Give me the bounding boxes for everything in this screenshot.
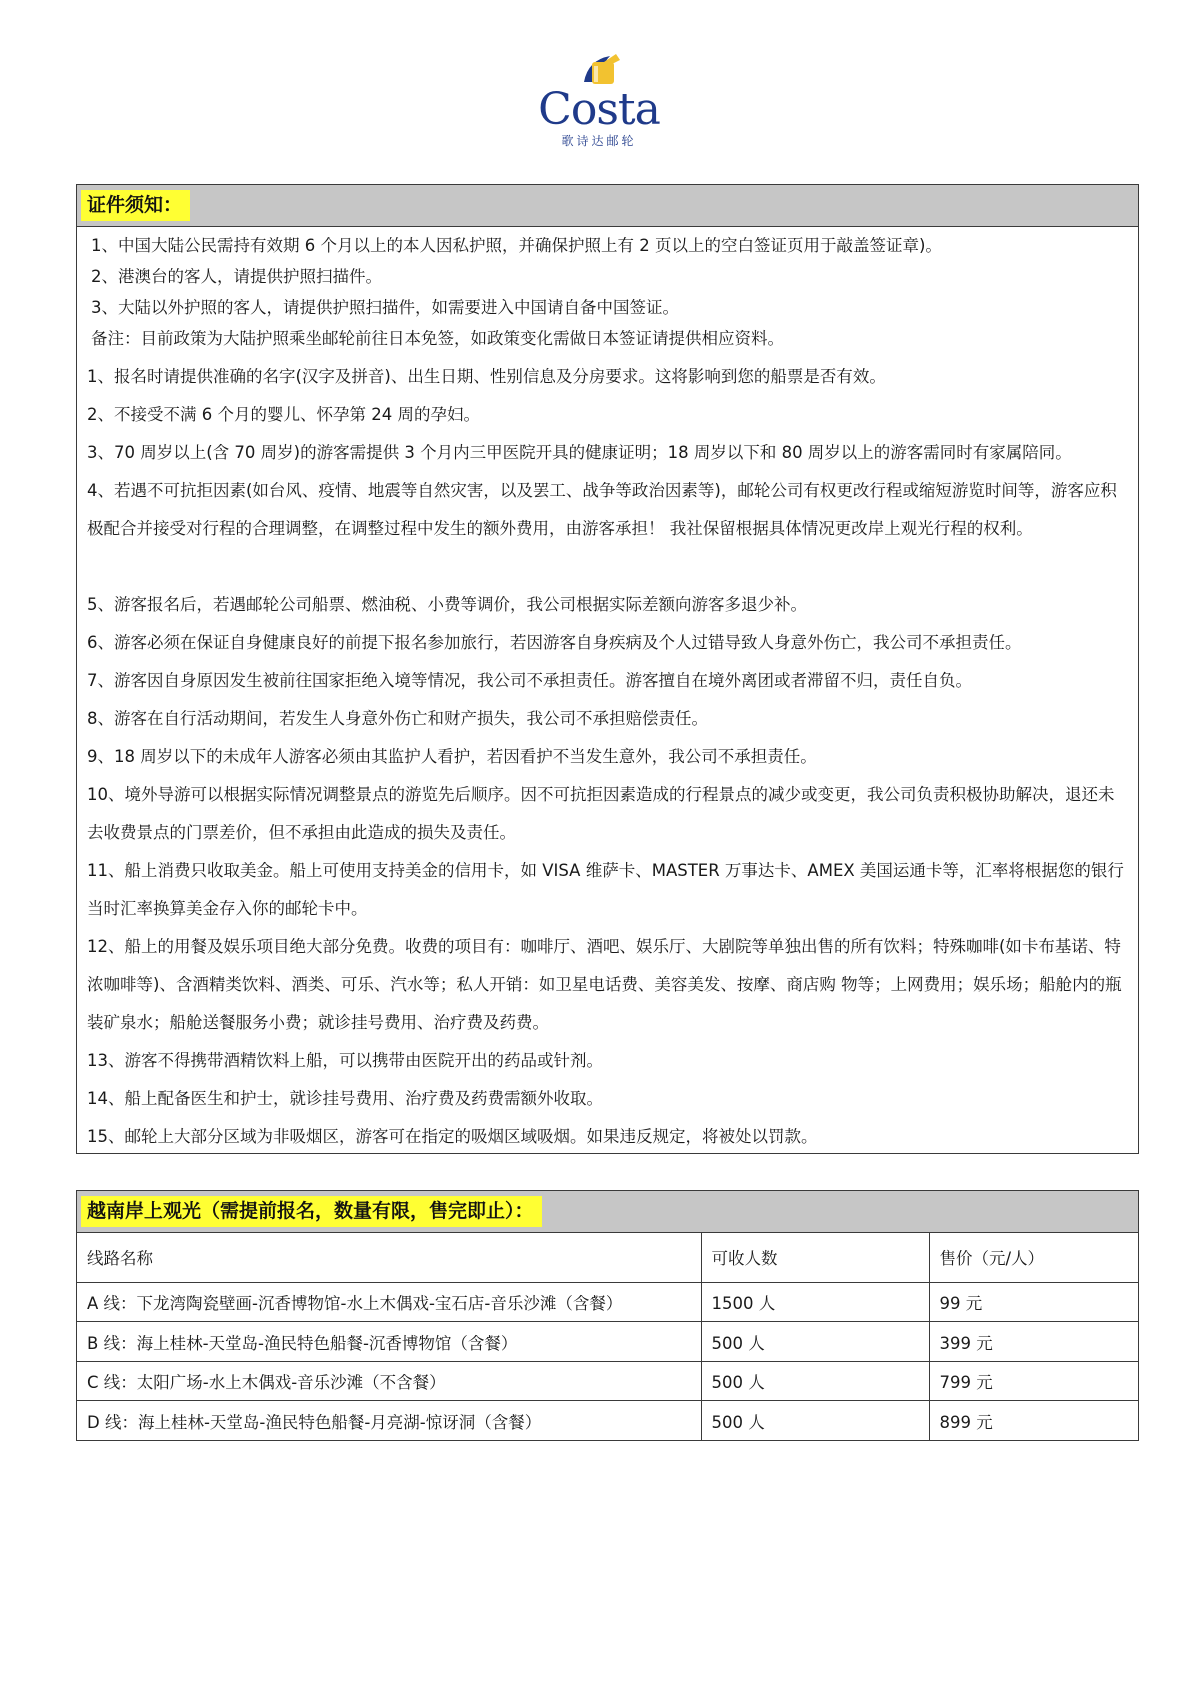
price-cell: 99 元 bbox=[929, 1282, 1138, 1322]
document-item: 2、港澳台的客人，请提供护照扫描件。 bbox=[91, 267, 382, 286]
panel-title: 证件须知： bbox=[81, 190, 190, 221]
capacity-cell: 500 人 bbox=[701, 1401, 929, 1440]
panel-header bbox=[77, 185, 1138, 227]
price-cell: 399 元 bbox=[929, 1322, 1138, 1362]
note-item: 1、报名时请提供准确的名字(汉字及拼音)、出生日期、性别信息及分房要求。这将影响到您的船票是否有效。 bbox=[87, 367, 886, 386]
table-row bbox=[77, 1322, 1138, 1362]
note-item: 8、游客在自行活动期间，若发生人身意外伤亡和财产损失，我公司不承担赔偿责任。 bbox=[87, 709, 708, 728]
capacity-cell: 1500 人 bbox=[701, 1282, 929, 1322]
logo-brand: Costa bbox=[538, 84, 660, 135]
table-row bbox=[77, 1401, 1138, 1440]
shore-excursion-panel bbox=[76, 1190, 1139, 1441]
document-remark: 备注：目前政策为大陆护照乘坐邮轮前往日本免签，如政策变化需做日本签证请提供相应资料。 bbox=[91, 329, 784, 348]
panel-header bbox=[77, 1191, 1138, 1233]
header-capacity: 可收人数 bbox=[701, 1233, 929, 1282]
route-cell: A 线：下龙湾陶瓷壁画-沉香博物馆-水上木偶戏-宝石店-音乐沙滩（含餐） bbox=[77, 1282, 701, 1322]
panel-title: 越南岸上观光（需提前报名，数量有限，售完即止）： bbox=[81, 1196, 542, 1227]
note-item: 10、境外导游可以根据实际情况调整景点的游览先后顺序。因不可抗拒因素造成的行程景点的减少或变更，我公司负责积极协助解决，退还未去收费景点的门票差价，但不承担由此造成的损失及责任。 bbox=[87, 785, 1115, 842]
note-item: 15、邮轮上大部分区域为非吸烟区，游客可在指定的吸烟区域吸烟。如果违反规定，将被处以罚款。 bbox=[87, 1127, 818, 1146]
route-cell: B 线：海上桂林-天堂岛-渔民特色船餐-沉香博物馆（含餐） bbox=[77, 1322, 701, 1362]
note-item: 2、不接受不满 6 个月的婴儿、怀孕第 24 周的孕妇。 bbox=[87, 405, 480, 424]
note-item: 14、船上配备医生和护士，就诊挂号费用、治疗费及药费需额外收取。 bbox=[87, 1089, 603, 1108]
document-item: 3、大陆以外护照的客人，请提供护照扫描件，如需要进入中国请自备中国签证。 bbox=[91, 298, 679, 317]
note-item: 13、游客不得携带酒精饮料上船，可以携带由医院开出的药品或针剂。 bbox=[87, 1051, 603, 1070]
capacity-cell: 500 人 bbox=[701, 1322, 929, 1362]
header-price: 售价（元/人） bbox=[929, 1233, 1138, 1282]
note-item: 9、18 周岁以下的未成年人游客必须由其监护人看护，若因看护不当发生意外，我公司不承担责任。 bbox=[87, 747, 817, 766]
logo-subtitle: 歌诗达邮轮 bbox=[561, 134, 637, 148]
document-notice-panel bbox=[76, 184, 1139, 1154]
route-cell: C 线：太阳广场-水上木偶戏-音乐沙滩（不含餐） bbox=[77, 1361, 701, 1401]
table-row bbox=[77, 1282, 1138, 1322]
price-cell: 899 元 bbox=[929, 1401, 1138, 1440]
note-item: 7、游客因自身原因发生被前往国家拒绝入境等情况，我公司不承担责任。游客擅自在境外离团或者滞留不归，责任自负。 bbox=[87, 671, 972, 690]
note-item: 6、游客必须在保证自身健康良好的前提下报名参加旅行，若因游客自身疾病及个人过错导致人身意外伤亡，我公司不承担责任。 bbox=[87, 633, 1022, 652]
note-item: 3、70 周岁以上(含 70 周岁)的游客需提供 3 个月内三甲医院开具的健康证明；18 周岁以下和 80 周岁以上的游客需同时有家属陪同。 bbox=[87, 443, 1072, 462]
price-cell: 799 元 bbox=[929, 1361, 1138, 1401]
note-item: 11、船上消费只收取美金。船上可使用支持美金的信用卡，如 VISA 维萨卡、MASTER 万事达卡、AMEX 美国运通卡等，汇率将根据您的银行当时汇率换算美金存入你的邮轮卡中。 bbox=[87, 861, 1124, 918]
header-route: 线路名称 bbox=[77, 1233, 701, 1282]
table-header-row bbox=[77, 1233, 1138, 1282]
excursion-table bbox=[77, 1233, 1138, 1440]
capacity-cell: 500 人 bbox=[701, 1361, 929, 1401]
note-item: 12、船上的用餐及娱乐项目绝大部分免费。收费的项目有：咖啡厅、酒吧、娱乐厅、大剧院等单独出售的所有饮料；特殊咖啡(如卡布基诺、特浓咖啡等)、含酒精类饮料、酒类、可乐、汽水等；私人开销：如卫星电话费、美容美发、按摩、商店购 物等；上网费用；娱乐场；船舱内的瓶装矿泉水；船舱送餐服务小费；就诊挂号费用、治疗费及药费。 bbox=[87, 937, 1122, 1032]
note-item: 4、若遇不可抗拒因素(如台风、疫情、地震等自然灾害，以及罢工、战争等政治因素等)，邮轮公司有权更改行程或缩短游览时间等，游客应积极配合并接受对行程的合理调整，在调整过程中发生的额外费用，由游客承担！ 我社保留根据具体情况更改岸上观光行程的权利。 bbox=[87, 481, 1117, 538]
route-cell: D 线：海上桂林-天堂岛-渔民特色船餐-月亮湖-惊讶洞（含餐） bbox=[77, 1401, 701, 1440]
table-row bbox=[77, 1361, 1138, 1401]
document-item: 1、中国大陆公民需持有效期 6 个月以上的本人因私护照，并确保护照上有 2 页以上的空白签证页用于敲盖签证章)。 bbox=[91, 236, 942, 255]
costa-logo bbox=[536, 52, 662, 152]
note-item: 5、游客报名后，若遇邮轮公司船票、燃油税、小费等调价，我公司根据实际差额向游客多退少补。 bbox=[87, 595, 807, 614]
